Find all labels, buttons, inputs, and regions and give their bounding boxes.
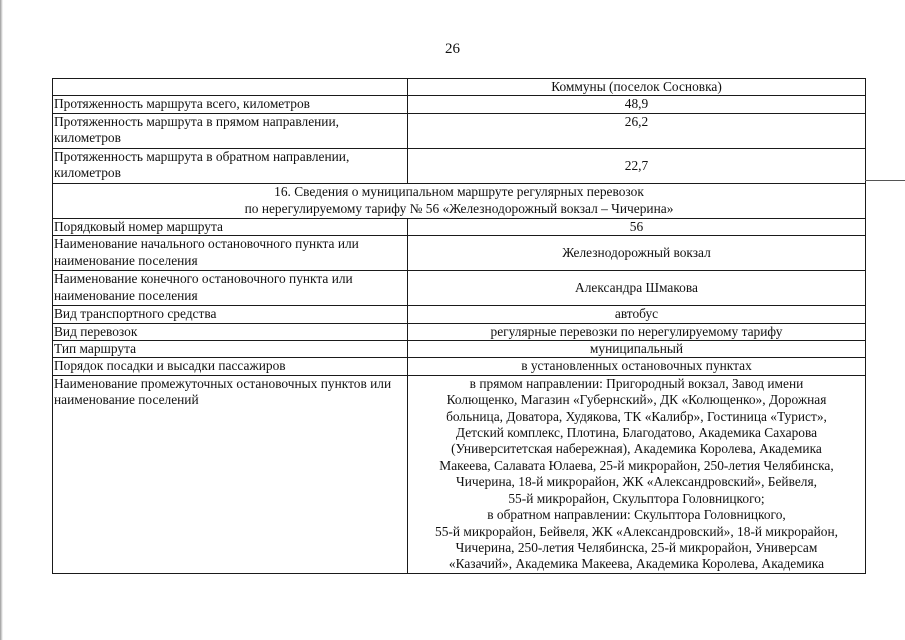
table-row (53, 113, 866, 148)
row-label: Тип маршрута (53, 341, 408, 358)
row-label: Вид перевозок (53, 323, 408, 340)
row-value: 56 (408, 218, 866, 235)
row-value: муниципальный (408, 341, 866, 358)
stops-line: Колющенко, Магазин «Губернский», ДК «Колющенко», Дорожная (446, 392, 827, 408)
intermediate-stops (408, 375, 866, 573)
table-row (53, 79, 866, 96)
table-row (53, 323, 866, 340)
stops-line: 55-й микрорайон, Скульптора Головницкого; (508, 490, 765, 506)
table-row (53, 218, 866, 235)
stops-line: Детский комплекс, Плотина, Благодатово, Академика Сахарова (455, 425, 818, 441)
stops-line: Чичерина, 250-летия Челябинска, 25-й микрорайон, Универсам (455, 539, 818, 555)
row-value: автобус (408, 306, 866, 323)
row-value: Александра Шмакова (408, 271, 866, 306)
row-label: Протяженность маршрута в прямом направлении, километров (53, 113, 408, 148)
row-value: 26,2 (408, 113, 866, 148)
table-row (53, 306, 866, 323)
row-value: 48,9 (408, 96, 866, 113)
stops-line: «Казачий», Академика Макеева, Академика Королева, Академика (448, 556, 825, 572)
row-value: 22,7 (408, 148, 866, 183)
row-label: Наименование начального остановочного пункта или наименование поселения (53, 236, 408, 271)
table-row (53, 375, 866, 573)
row-label: Наименование конечного остановочного пункта или наименование поселения (53, 271, 408, 306)
section-title-line-1: 16. Сведения о муниципальном маршруте регулярных перевозок (274, 184, 644, 200)
table-row (53, 271, 866, 306)
row-label: Порядок посадки и высадки пассажиров (53, 358, 408, 375)
stops-line: больница, Доватора, Худякова, ТК «Калибр», Гостиница «Турист», (446, 408, 827, 424)
row-label: Порядковый номер маршрута (53, 218, 408, 235)
section-title-line-2: по нерегулируемому тарифу № 56 «Железнодорожный вокзал – Чичерина» (244, 200, 674, 216)
table-row (53, 96, 866, 113)
row-label: Протяженность маршрута в обратном направлении, километров (53, 148, 408, 183)
row-label: Протяженность маршрута всего, километров (53, 96, 408, 113)
stops-line: 55-й микрорайон, Бейвеля, ЖК «Александровский», 18-й микрорайон, (435, 523, 838, 539)
table-row (53, 358, 866, 375)
stops-line: в прямом направлении: Пригородный вокзал, Завод имени (469, 375, 804, 391)
section-header-row (53, 183, 866, 218)
route-info-table (52, 78, 866, 574)
section-title (53, 183, 866, 218)
row-value: регулярные перевозки по нерегулируемому тарифу (408, 323, 866, 340)
stops-line: в обратном направлении: Скульптора Головницкого, (487, 507, 786, 523)
table-row (53, 148, 866, 183)
scan-line-mark (865, 180, 905, 181)
stops-line: Макеева, Салавата Юлаева, 25-й микрорайон, 250-летия Челябинска, (439, 457, 834, 473)
row-value: Железнодорожный вокзал (408, 236, 866, 271)
table-row (53, 341, 866, 358)
table-row (53, 236, 866, 271)
stops-line: Чичерина, 18-й микрорайон, ЖК «Александровский», Бейвеля, (456, 474, 817, 490)
row-value: Коммуны (поселок Сосновка) (408, 79, 866, 96)
page-number: 26 (445, 41, 460, 57)
row-label: Вид транспортного средства (53, 306, 408, 323)
row-value: в установленных остановочных пунктах (408, 358, 866, 375)
row-label: Наименование промежуточных остановочных пунктов или наименование поселений (53, 375, 408, 573)
scan-left-edge (0, 0, 3, 640)
stops-line: (Университетская набережная), Академика Королева, Академика (451, 441, 822, 457)
row-label (53, 79, 408, 96)
